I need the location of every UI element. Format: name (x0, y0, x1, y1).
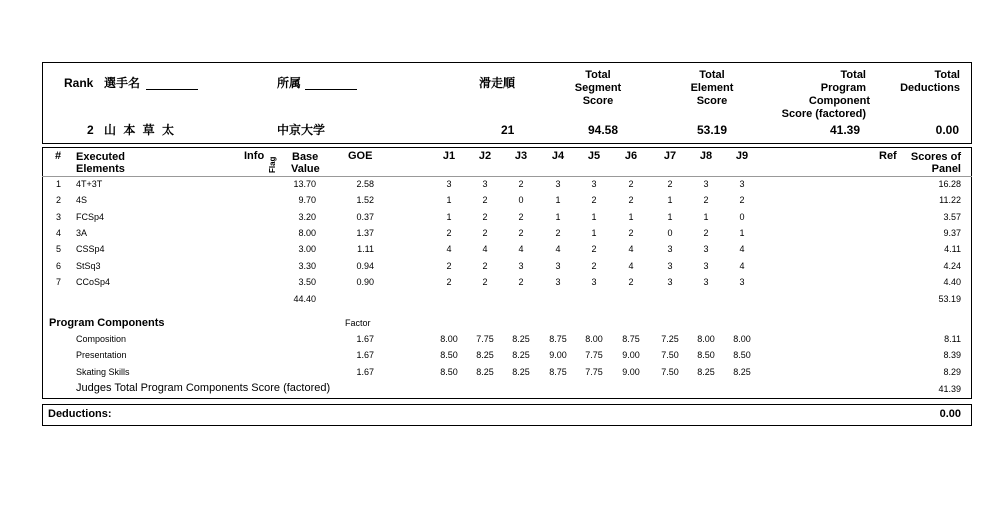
panel-score: 4.24 (943, 260, 961, 271)
deductions-box (42, 404, 972, 426)
judge-score: 3 (446, 179, 452, 189)
component-judge-score: 8.75 (622, 334, 640, 344)
tss-label: Total Segment Score (574, 69, 622, 107)
component-judge-score: 8.25 (476, 350, 494, 361)
judge-score: 1 (739, 227, 745, 238)
judge-score: 4 (628, 260, 634, 271)
component-judge-score: 8.00 (733, 334, 751, 344)
component-judge-score: 8.00 (697, 334, 715, 344)
judge-score: 3 (555, 276, 561, 287)
score-total: 53.19 (938, 294, 961, 304)
judge-score: 3 (739, 179, 745, 189)
judge-score: 3 (555, 260, 561, 271)
row-number: 3 (56, 211, 62, 222)
judge-score: 3 (703, 276, 709, 287)
component-judge-score: 7.25 (661, 334, 679, 344)
judge-header: J7 (663, 150, 677, 162)
panel-score: 16.28 (938, 179, 961, 189)
judge-score: 2 (446, 276, 452, 287)
deductions-value: 0.00 (939, 408, 961, 420)
base-value: 3.20 (298, 211, 316, 222)
goe-value: 2.58 (356, 179, 374, 189)
base-total: 44.40 (293, 294, 316, 304)
component-judge-score: 8.50 (440, 366, 458, 377)
component-judge-score: 7.75 (585, 350, 603, 361)
goe-value: 1.11 (357, 244, 374, 255)
judges-total-value: 41.39 (938, 384, 961, 394)
judge-score: 3 (703, 260, 709, 271)
element-code: CSSp4 (76, 244, 105, 255)
component-judge-score: 8.25 (733, 366, 751, 377)
base-value: 8.00 (298, 227, 316, 238)
component-judge-score: 8.50 (733, 350, 751, 361)
judge-score: 3 (518, 260, 524, 271)
component-judge-score: 8.25 (512, 350, 530, 361)
judge-score: 2 (739, 195, 745, 206)
base-value: 3.30 (298, 260, 316, 271)
name-label: 選手名 (104, 76, 141, 90)
affiliation-label: 所属 (277, 76, 302, 90)
judge-score: 1 (628, 211, 634, 222)
component-judge-score: 9.00 (549, 350, 567, 361)
judge-score: 2 (446, 227, 452, 238)
order-value: 21 (501, 123, 515, 137)
judge-score: 2 (446, 260, 452, 271)
component-judge-score: 7.50 (661, 350, 679, 361)
col-number: # (55, 150, 62, 162)
tss-value: 94.58 (587, 123, 619, 137)
component-judge-score: 7.50 (661, 366, 679, 377)
affiliation-value: 中京大学 (277, 123, 326, 137)
component-judge-score: 8.25 (512, 366, 530, 377)
judge-score: 2 (518, 227, 524, 238)
judge-score: 3 (482, 179, 488, 189)
judge-score: 2 (482, 227, 488, 238)
judge-score: 4 (739, 260, 745, 271)
judge-score: 2 (482, 195, 488, 206)
tes-value: 53.19 (696, 123, 728, 137)
judge-score: 1 (591, 211, 597, 222)
element-code: 4S (76, 195, 88, 206)
judge-score: 2 (482, 211, 488, 222)
component-name: Presentation (76, 350, 127, 361)
judge-score: 2 (628, 195, 634, 206)
judge-score: 2 (667, 179, 673, 189)
rank-label: Rank (64, 76, 94, 90)
judge-score: 1 (555, 211, 561, 222)
component-name: Composition (76, 334, 127, 344)
judge-score: 2 (555, 227, 561, 238)
judge-score: 2 (518, 211, 524, 222)
col-ref: Ref (879, 150, 897, 162)
judge-score: 1 (555, 195, 561, 206)
judges-total-label: Judges Total Program Components Score (factored) (76, 382, 331, 394)
col-scores-of-panel: Scores of Panel (910, 151, 961, 175)
judge-score: 4 (628, 244, 634, 255)
pcs-value: 41.39 (829, 123, 861, 137)
panel-score: 4.11 (944, 244, 961, 255)
judge-header: J5 (587, 150, 601, 162)
name-underline (146, 89, 198, 90)
tes-label: Total Element Score (690, 69, 734, 107)
panel-score: 9.37 (943, 227, 961, 238)
component-score: 8.39 (943, 350, 961, 361)
ded-value: 0.00 (935, 123, 959, 137)
goe-value: 0.90 (356, 276, 374, 287)
judge-score: 3 (667, 260, 673, 271)
component-judge-score: 8.25 (512, 334, 530, 344)
judge-score: 3 (591, 179, 597, 189)
col-goe: GOE (348, 150, 373, 162)
component-factor: 1.67 (356, 334, 374, 344)
ded-label: Total Deductions (900, 69, 960, 94)
affiliation-underline (305, 89, 357, 90)
base-value: 13.70 (293, 179, 316, 189)
panel-score: 4.40 (943, 276, 961, 287)
judge-score: 1 (703, 211, 709, 222)
judge-score: 3 (739, 276, 745, 287)
judge-score: 2 (518, 179, 524, 189)
judge-score: 4 (446, 244, 452, 255)
judge-score: 0 (518, 195, 524, 206)
component-factor: 1.67 (356, 350, 374, 361)
col-executed-elements: Executed Elements (76, 151, 125, 175)
component-judge-score: 8.75 (549, 366, 567, 377)
factor-label: Factor (345, 318, 371, 328)
judge-score: 3 (555, 179, 561, 189)
judge-score: 2 (591, 195, 597, 206)
judge-score: 2 (518, 276, 524, 287)
row-number: 4 (56, 227, 62, 238)
pcs-label: Total Program Component Score (factored) (781, 69, 870, 120)
judge-score: 2 (482, 260, 488, 271)
row-number: 6 (56, 260, 62, 271)
element-code: 4T+3T (76, 179, 103, 189)
judge-score: 4 (739, 244, 745, 255)
row-number: 2 (56, 195, 62, 206)
goe-value: 1.37 (356, 227, 374, 238)
judge-score: 3 (667, 276, 673, 287)
component-judge-score: 8.50 (697, 350, 715, 361)
judge-score: 1 (446, 195, 452, 206)
goe-value: 0.94 (356, 260, 374, 271)
judge-score: 2 (628, 276, 634, 287)
judge-score: 1 (667, 195, 673, 206)
judge-score: 3 (703, 179, 709, 189)
base-value: 3.50 (298, 276, 316, 287)
judge-score: 0 (739, 211, 745, 222)
judge-score: 2 (482, 276, 488, 287)
component-judge-score: 8.50 (440, 350, 458, 361)
component-judge-score: 8.00 (585, 334, 603, 344)
judge-score: 2 (591, 244, 597, 255)
deductions-label: Deductions: (48, 408, 112, 420)
judge-score: 2 (591, 260, 597, 271)
element-code: 3A (76, 227, 88, 238)
program-components-title: Program Components (49, 317, 165, 329)
component-judge-score: 7.75 (585, 366, 603, 377)
component-judge-score: 8.25 (697, 366, 715, 377)
component-judge-score: 8.25 (476, 366, 494, 377)
judge-score: 3 (591, 276, 597, 287)
judge-header: J6 (624, 150, 638, 162)
rank-value: 2 (87, 123, 94, 137)
judge-header: J9 (735, 150, 749, 162)
judge-score: 2 (628, 179, 634, 189)
judge-header: J8 (699, 150, 713, 162)
component-judge-score: 8.75 (549, 334, 567, 344)
judge-score: 1 (667, 211, 673, 222)
header-divider (42, 176, 972, 177)
element-code: FCSp4 (76, 211, 105, 222)
component-judge-score: 8.00 (440, 334, 458, 344)
judge-header: J2 (478, 150, 492, 162)
panel-score: 3.57 (943, 211, 961, 222)
row-number: 5 (56, 244, 62, 255)
goe-value: 0.37 (356, 211, 374, 222)
component-judge-score: 9.00 (622, 366, 640, 377)
col-flag: Flag (268, 156, 277, 173)
order-label: 滑走順 (479, 76, 516, 90)
judge-score: 0 (667, 227, 673, 238)
judge-header: J4 (551, 150, 565, 162)
col-info: Info (244, 150, 265, 162)
component-factor: 1.67 (356, 366, 374, 377)
judge-score: 1 (591, 227, 597, 238)
row-number: 7 (56, 276, 62, 287)
judge-header: J1 (442, 150, 456, 162)
col-base-value: Base Value (291, 151, 320, 175)
judge-header: J3 (514, 150, 528, 162)
base-value: 9.70 (298, 195, 316, 206)
judge-score: 2 (703, 227, 709, 238)
judge-score: 2 (628, 227, 634, 238)
base-value: 3.00 (298, 244, 316, 255)
judge-score: 4 (555, 244, 561, 255)
element-code: CCoSp4 (76, 276, 111, 287)
judge-score: 4 (482, 244, 488, 255)
component-judge-score: 7.75 (476, 334, 494, 344)
judge-score: 3 (667, 244, 673, 255)
skater-name: 山 本 草 太 (104, 123, 177, 137)
judge-score: 4 (518, 244, 524, 255)
goe-value: 1.52 (356, 195, 374, 206)
component-judge-score: 9.00 (622, 350, 640, 361)
component-score: 8.29 (943, 366, 961, 377)
component-name: Skating Skills (76, 366, 130, 377)
panel-score: 11.22 (939, 195, 961, 206)
judge-score: 3 (703, 244, 709, 255)
judge-score: 1 (446, 211, 452, 222)
component-score: 8.11 (944, 334, 961, 344)
judge-score: 2 (703, 195, 709, 206)
row-number: 1 (56, 179, 62, 189)
element-code: StSq3 (76, 260, 101, 271)
